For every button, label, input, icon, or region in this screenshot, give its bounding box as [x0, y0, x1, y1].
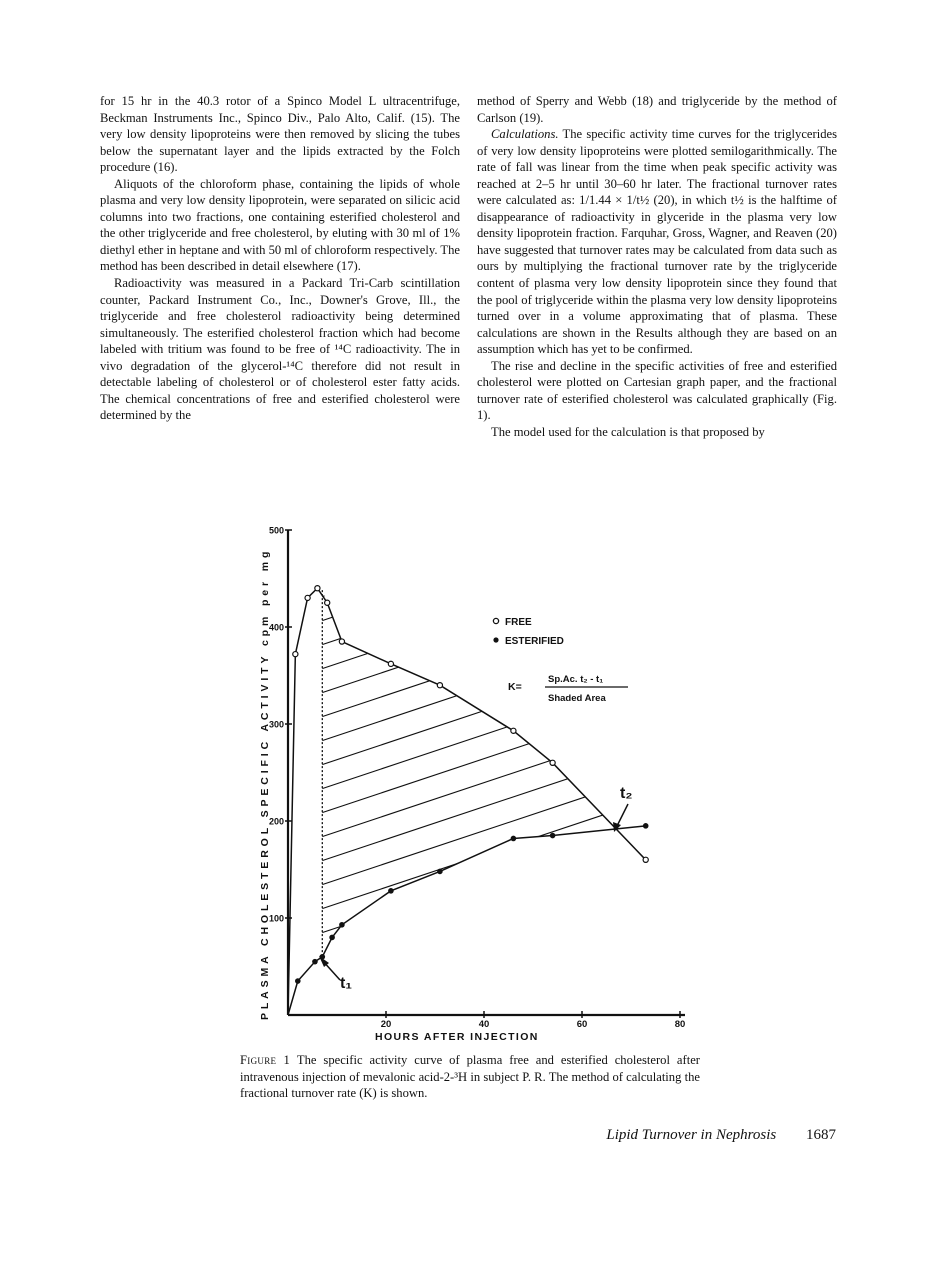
y-axis-label: PLASMA CHOLESTEROL SPECIFIC ACTIVITY cpm per mg: [259, 550, 271, 1020]
series-markers: [293, 586, 649, 984]
hatch-line: [300, 868, 660, 988]
esterified-data-point: [643, 823, 649, 829]
axis-ticks: [269, 526, 685, 1031]
paragraph: method of Sperry and Webb (18) and triglyceride by the method of Carlson (19).: [477, 94, 837, 125]
hatch-line: [300, 532, 660, 652]
free-data-point: [643, 857, 648, 862]
formula-denominator: Shaded Area: [548, 693, 606, 704]
paragraph: for 15 hr in the 40.3 rotor of a Spinco Model L ultracentrifuge, Beckman Instruments Inc., Spinco Div., Palo Alto, Calif. (15). The very low density lipoproteins were then removed by slicing the tubes below the supernatant layer and the lipids extracted by the Folch procedure (16).: [100, 94, 460, 175]
running-title: Lipid Turnover in Nephrosis: [606, 1127, 777, 1143]
section-heading: Calculations.: [491, 127, 559, 142]
paragraph-body: The specific activity time curves for the triglycerides of very low density lipoproteins were plotted semilogarithmically. The rate of fall was linear from the time when peak specific activity was reached at 2–5 hr until 30–60 hr later. The fractional turnover rates were calculated as: 1/1.44 × 1/t½ (20), in which t½ is the halftime of disappearance of radioactivity in glyceride in the plasma very low density lipoprotein fraction. Farquhar, Gross, Wagner, and Reaven (20) have suggested that turnover rates may be calculated from data such as ours by multiplying the fractional turnover rate by the triglyceride content of plasma very low density lipoprotein since they found that the pool of triglyceride within the plasma very low density lipoproteins turned over in a volume approximating that of plasma. These calculations are shown in the Results although they are based on an assumption which has yet to be confirmed.: [477, 127, 837, 357]
free-data-point: [325, 600, 330, 605]
t1-label: t₁: [340, 975, 352, 992]
legend-free-marker: [493, 618, 498, 623]
hatch-line: [300, 796, 660, 916]
hatch-line: [300, 520, 660, 604]
free-data-point: [388, 661, 393, 666]
esterified-data-point: [388, 888, 394, 894]
figure-label: Figure 1: [240, 1053, 291, 1067]
paragraph: The rise and decline in the specific activities of free and esterified cholesterol were plotted on Cartesian graph paper, and the fractional turnover rate of esterified cholesterol was calculated graphically (Fig. 1).: [477, 358, 837, 423]
formula-lhs: K=: [508, 681, 522, 693]
page-number: 1687: [806, 1127, 836, 1143]
hatch-line: [300, 724, 660, 844]
hatch-line: [300, 580, 660, 700]
esterified-data-point: [295, 978, 301, 984]
shaded-area: [300, 520, 660, 1045]
y-tick-label: 500: [268, 525, 284, 536]
y-tick-label: 200: [268, 816, 284, 827]
hatch-line: [300, 652, 660, 772]
paragraph: Radioactivity was measured in a Packard Tri-Carb scintillation counter, Packard Instrument Co., Inc., Downer's Grove, Ill., the triglyceride and free cholesterol radioactivity being determined simultaneously. The esterified cholesterol fraction which had become labeled with tritium was found to be free of ¹⁴C radioactivity. The in vivo degradation of the glycerol-¹⁴C therefore did not result in detectable labeling of cholesterol or of cholesterol ester fatty acids. The chemical concentrations of free and esterified cholesterol were determined by the: [100, 276, 460, 423]
y-tick-label: 400: [268, 622, 284, 633]
hatch-line: [300, 916, 660, 1036]
legend: [493, 617, 564, 647]
legend-esterified-label: ESTERIFIED: [505, 636, 564, 647]
free-data-point: [339, 639, 344, 644]
free-data-point: [511, 728, 516, 733]
specific-activity-chart: [240, 520, 700, 1045]
esterified-data-point: [312, 959, 318, 965]
legend-free-label: FREE: [505, 617, 532, 628]
t2-annotation: [613, 785, 632, 832]
free-data-point: [305, 595, 310, 600]
t2-label: t₂: [620, 785, 633, 802]
t1-annotation: [319, 956, 352, 992]
page-footer: [606, 1127, 836, 1144]
chart-axes: [288, 530, 685, 1015]
hatch-line: [300, 772, 660, 892]
hatch-line: [300, 520, 660, 556]
hatch-line: [300, 676, 660, 796]
hatch-line: [300, 820, 660, 940]
figure-caption: [240, 1052, 700, 1102]
free-data-point: [293, 652, 298, 657]
hatch-line: [300, 700, 660, 820]
esterified-data-point: [511, 836, 517, 842]
hatch-line: [300, 748, 660, 868]
x-tick-label: 20: [380, 1019, 392, 1030]
formula-numerator: Sp.Ac. t₂ - t₁: [548, 674, 604, 685]
paragraph: [477, 126, 837, 358]
esterified-data-point: [550, 833, 556, 839]
esterified-data-point: [437, 869, 443, 875]
free-data-point: [550, 760, 555, 765]
hatch-line: [300, 844, 660, 964]
esterified-data-point: [329, 935, 335, 941]
x-axis-label: HOURS AFTER INJECTION: [375, 1031, 539, 1043]
paragraph: The model used for the calculation is that proposed by: [491, 424, 765, 439]
hatch-line: [300, 520, 660, 580]
series-lines: [288, 588, 646, 1015]
formula: [508, 674, 628, 704]
x-tick-label: 40: [478, 1019, 490, 1030]
free-series-line: [288, 588, 646, 1015]
legend-esterified-marker: [493, 637, 498, 642]
x-tick-label: 60: [576, 1019, 588, 1030]
right-text-column: [477, 93, 837, 440]
hatch-line: [300, 628, 660, 748]
hatch-line: [300, 556, 660, 676]
free-data-point: [437, 683, 442, 688]
esterified-data-point: [339, 922, 345, 928]
free-data-point: [315, 586, 320, 591]
hatch-line: [300, 604, 660, 724]
x-tick-label: 80: [674, 1019, 686, 1030]
left-text-column: [100, 93, 460, 424]
hatch-line: [300, 520, 660, 628]
hatch-line: [300, 892, 660, 1012]
hatch-line: [300, 520, 660, 532]
paragraph: Aliquots of the chloroform phase, containing the lipids of whole plasma and very low density lipoprotein, were separated on silicic acid columns into two fractions, one containing esterified cholesterol and the other triglyceride and free cholesterol, by eluting with 30 ml of 1% diethyl ether in heptane and with 50 ml of chloroform respectively. The method has been described in detail elsewhere (17).: [100, 176, 460, 274]
y-tick-label: 300: [268, 719, 284, 730]
y-tick-label: 100: [268, 913, 284, 924]
caption-text: The specific activity curve of plasma free and esterified cholesterol after intravenous injection of mevalonic acid-2-³H in subject P. R. The method of calculating the fractional turnover rate (K) is shown.: [240, 1053, 700, 1100]
